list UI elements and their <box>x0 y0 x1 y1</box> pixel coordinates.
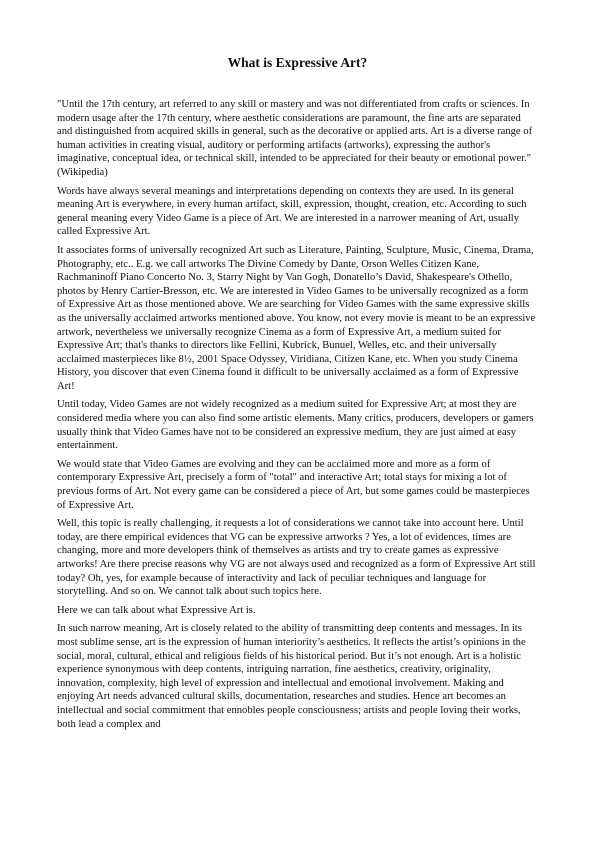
document-title: What is Expressive Art? <box>227 55 368 70</box>
paragraph-wikipedia-quote: "Until the 17th century, art referred to any skill or mastery and was not differentiated from crafts or sciences. In modern usage after the 17th century, where aesthetic considerations are paramount, the fine arts are separated and distinguished from acquired skills in general, such as the decorative or applied arts. Art is a diverse range of human activities in creating visual, auditory or performing artifacts (artworks), expressing the author's imaginative, conceptual idea, or technical skill, intended to be appreciated for their beauty or emotional power." (Wikipedia) <box>57 99 533 178</box>
paragraph-narrow-meaning: In such narrow meaning, Art is closely related to the ability of transmitting deep contents and messages. In its most sublime sense, art is the expression of human interiority’s aesthetics. It reflects the artist’s opinions in the social, moral, cultural, ethical and religious fields of his historical period. But it’s not enough. Art is a holistic experience synonymous with deep contents, intriguing narration, fine aesthetics, creativity, originality, innovation, complexity, high level of expression and intellectual and emotional involvement. Making and enjoying Art needs advanced cultural skills, documentation, researches and studies. Hence art becomes an intellectual and social commitment that ennobles people consciousness; artists and people loving their works, both lead a complex and <box>57 623 526 730</box>
paragraph-meanings-of-art: Words have always several meanings and interpretations depending on contexts they are used. In its general meaning Art is everywhere, in every human artifact, skill, expression, thought, creation, etc. According to such general meaning every Video Game is a piece of Art. We are interested in a narrower meaning of Art, usually called Expressive Art. <box>57 185 527 238</box>
paragraph-video-games-evolving: We would state that Video Games are evolving and they can be acclaimed more and more as a form of contemporary Expressive Art, precisely a form of "total" and interactive Art; total stays for mixing a lot of previous forms of Art. Not every game can be considered a piece of Art, but some games could be masterpieces of Expressive Art. <box>57 458 530 511</box>
paragraph-video-games-recognition: Until today, Video Games are not widely recognized as a medium suited for Expressive Art; at most they are considered media where you can also find some artistic elements. Many critics, producers, developers or gamers usually think that Video Games have not to be considered an expressive medium, they are just aimed at easy entertainment. <box>57 399 534 452</box>
paragraph-what-expressive-art-is: Here we can talk about what Expressive Art is. <box>57 604 256 616</box>
paragraph-recognized-art-forms: It associates forms of universally recognized Art such as Literature, Painting, Sculpture, Music, Cinema, Drama, Photography, etc.. E.g. we call artworks The Divine Comedy by Dante, Orson Welles Citizen Kane, Rachmaninoff Piano Concerto No. 3, Starry Night by Van Gogh, Donatello’s David, Shakespeare's Othello, photos by Henry Cartier-Bresson, etc. We are interested in Video Games to be universally recognized as a form of Expressive Art as those mentioned above. We are searching for Video Games with the same expressive skills as the universally acclaimed artworks mentioned above. You know, not every movie is meant to be an expressive artwork, nevertheless we universally recognize Cinema as a form of Expressive Art, a medium suited for Expressive Art; that's thanks to directors like Fellini, Kubrick, Bunuel, Welles, etc. and their universally acclaimed masterpieces like 8½, 2001 Space Odyssey, Viridiana, Citizen Kane, etc. When you study Cinema History, you discover that even Cinema found it difficult to be universally acclaimed as a form of Expressive Art! <box>57 244 536 392</box>
paragraph-challenging-topic: Well, this topic is really challenging, it requests a lot of considerations we cannot take into account here. Until today, are there empirical evidences that VG can be expressive artworks ? Yes, a lot of evidences, times are changing, more and more developers think of themselves as artists and try to create games as expressive artworks! Are there precise reasons why VG are not always used and recognized as a form of Expressive Art still today? Oh, yes, for example because of interactivity and lack of peculiar techniques and language for storytelling. And so on. We cannot talk about such topics here. <box>57 518 536 598</box>
